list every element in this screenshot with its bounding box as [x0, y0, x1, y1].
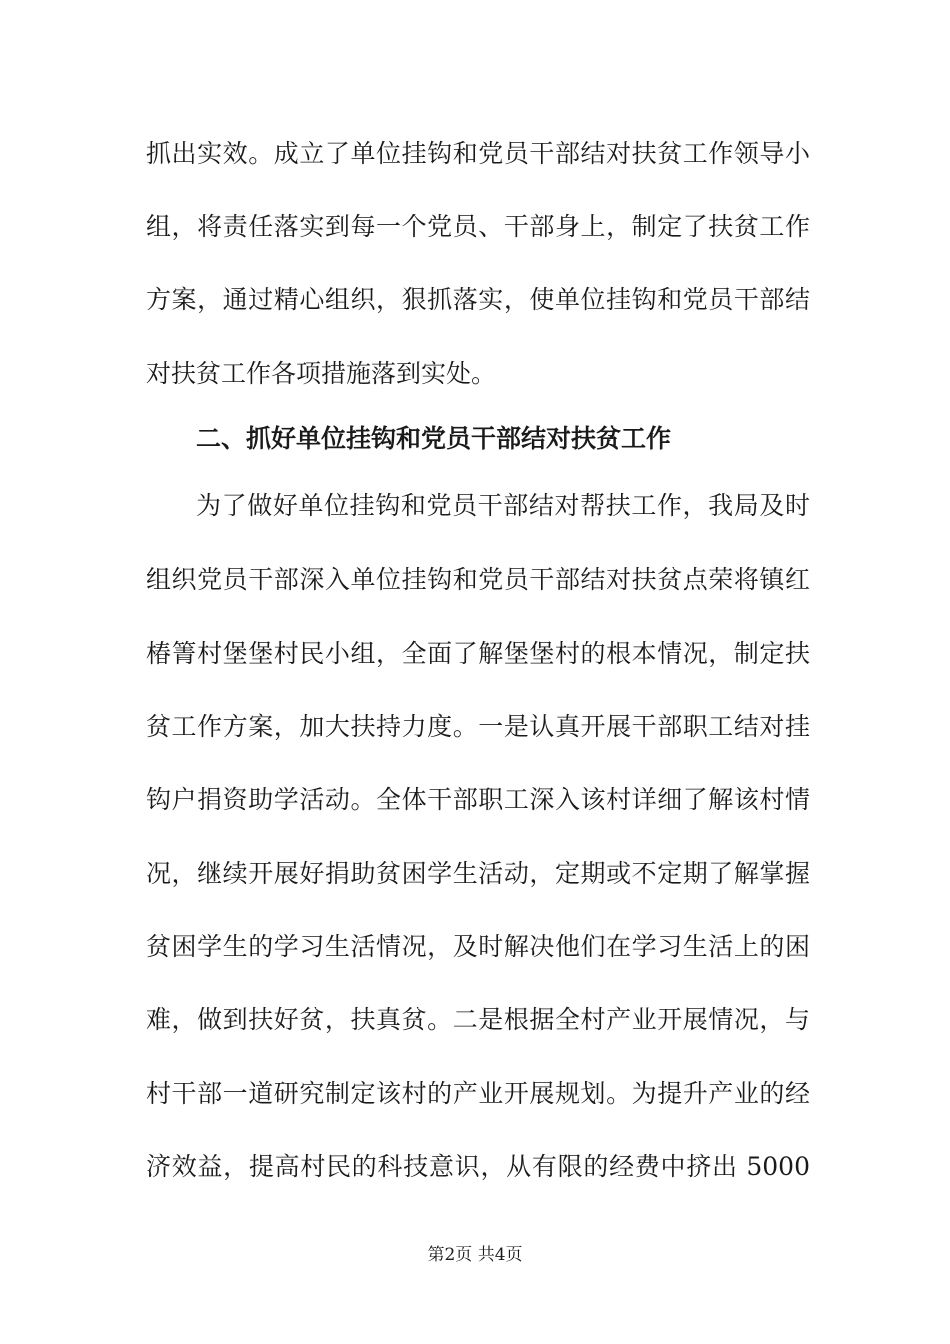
paragraph2-line-4: 贫工作方案，加大扶持力度。一是认真开展干部职工结对挂 — [146, 712, 810, 741]
paragraph2-line-10: 济效益，提高村民的科技意识，从有限的经费中挤出 5000 — [146, 1152, 810, 1181]
paragraph2-line-9: 村干部一道研究制定该村的产业开展规划。为提升产业的经 — [146, 1079, 810, 1108]
paragraph2-line-3: 椿箐村堡堡村民小组，全面了解堡堡村的根本情况，制定扶 — [146, 639, 810, 668]
paragraph1-line-2: 组，将责任落实到每一个党员、干部身上，制定了扶贫工作 — [146, 212, 810, 241]
paragraph2-line-5: 钩户捐资助学活动。全体干部职工深入该村详细了解该村情 — [146, 785, 810, 814]
paragraph2-line-8: 难，做到扶好贫，扶真贫。二是根据全村产业开展情况，与 — [146, 1005, 810, 1034]
paragraph2-line-1: 为了做好单位挂钩和党员干部结对帮扶工作，我局及时 — [196, 491, 810, 520]
section-heading: 二、抓好单位挂钩和党员干部结对扶贫工作 — [196, 424, 672, 453]
paragraph2-line-7: 贫困学生的学习生活情况，及时解决他们在学习生活上的困 — [146, 932, 810, 961]
paragraph1-line-3: 方案，通过精心组织，狠抓落实，使单位挂钩和党员干部结 — [146, 285, 810, 314]
page-footer: 第2页 共4页 — [427, 1245, 523, 1265]
paragraph1-line-4: 对扶贫工作各项措施落到实处。 — [146, 359, 497, 388]
paragraph1-line-1: 抓出实效。成立了单位挂钩和党员干部结对扶贫工作领导小 — [146, 139, 810, 168]
paragraph2-line-2: 组织党员干部深入单位挂钩和党员干部结对扶贫点荣将镇红 — [146, 565, 810, 594]
paragraph2-line-6: 况，继续开展好捐助贫困学生活动，定期或不定期了解掌握 — [146, 859, 810, 888]
